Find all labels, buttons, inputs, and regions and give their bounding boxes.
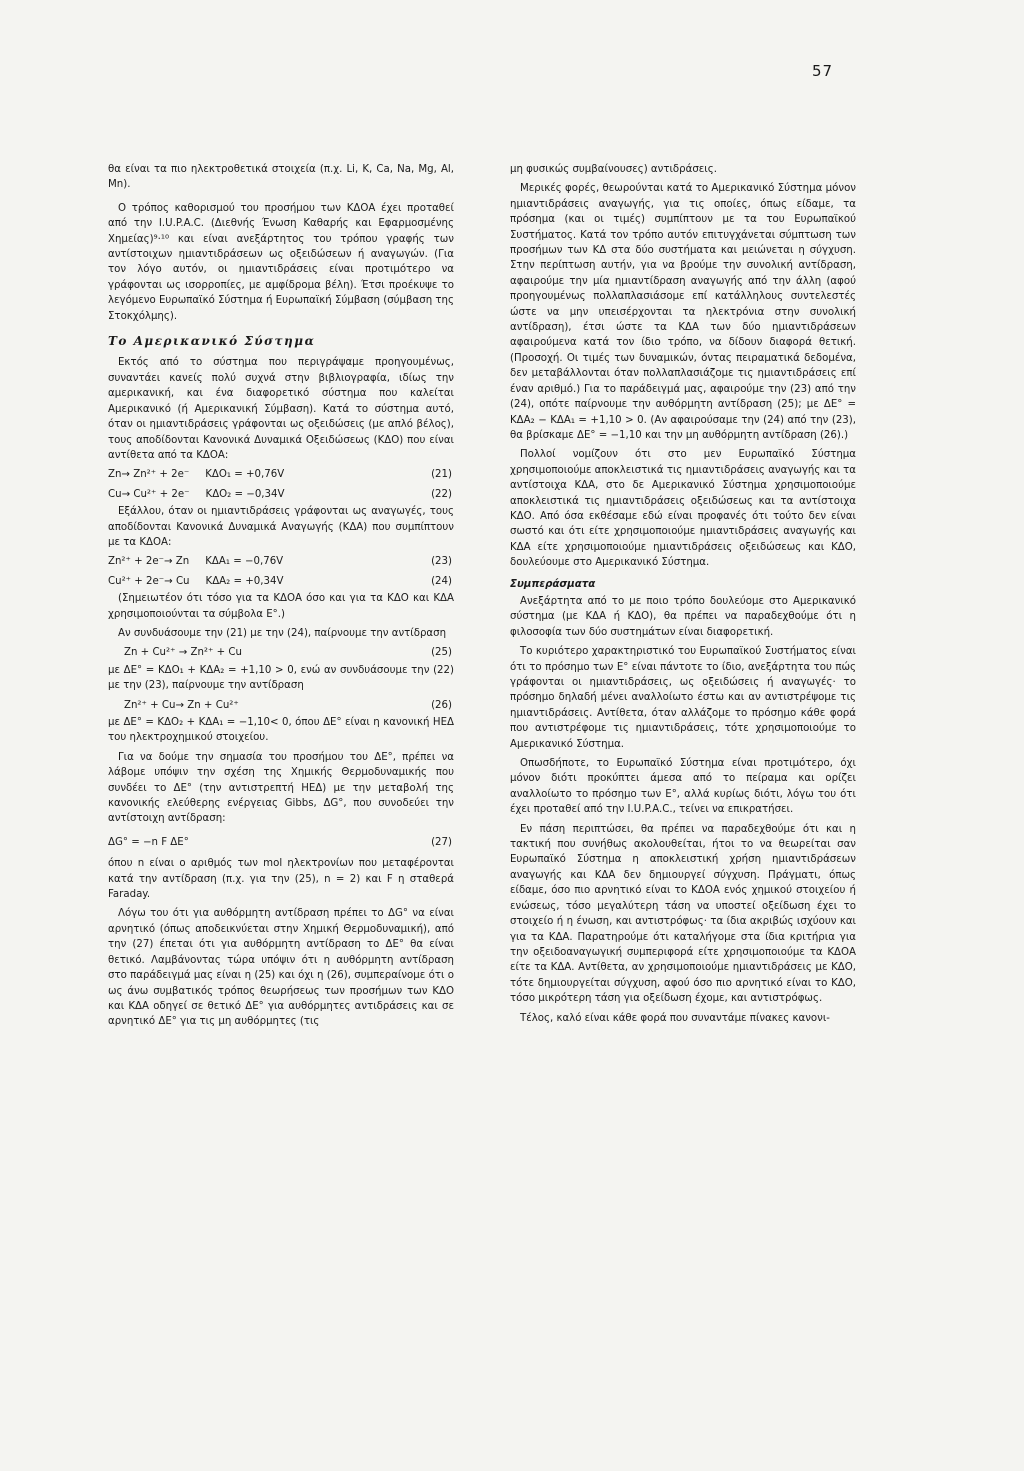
equation-number: (26) [431,699,452,711]
paragraph: Ο τρόπος καθορισμού του προσήμου των ΚΔΟΑ έχει προταθεί από την I.U.P.A.C. (Διεθνής Ένωση Καθαρής και Εφαρμοσμένης Χημείας)⁹·¹⁰ και είναι ανεξάρτητος του τρόπου γραφής των αντίστοιχων ημιαντιδράσεων ως οξειδώσεων ή αναγωγών. (Για τον λόγο αυτόν, οι ημιαντιδράσεις είναι προτιμότερο να γράφονται ως ισορροπίες, με αμφίδρομα βέλη). Έτσι προέκυψε το λεγόμενο Ευρωπαϊκό Σύστημα ή Ευρωπαϊκή Σύμβαση (σύμβαση της Στοκχόλμης). [108,202,454,322]
left-column [108,162,454,1034]
equation-number: (25) [431,647,452,659]
equation-27 [108,835,454,850]
paragraph: Το κυριότερο χαρακτηριστικό του Ευρωπαϊκού Συστήματος είναι ότι το πρόσημο των E° είναι πάντοτε το ίδιο, ανεξάρτητα του πώς γράφονται οι ημιαντιδράσεις, ως οξειδώσεις ή αναγωγές· το πρόσημο δηλαδή μένει αναλλοίωτο έστω και αν αντιστρέψομε τις ημιαντιδράσεις. Αντίθετα, όταν αλλάζομε το πρόσημο κάθε φορά που αντιστρέφομε τις ημιαντιδράσεις, τότε χρησιμοποιούμε το Αμερικανικό Σύστημα. [510,646,856,750]
page-number: 57 [812,62,834,80]
right-column [510,162,856,1030]
equation-24 [108,574,454,589]
equation-25 [108,645,454,660]
equation-26 [108,698,454,713]
section-heading-american-system: Το Αμερικανικό Σύστημα [108,334,316,349]
paragraph: Εξάλλου, όταν οι ημιαντιδράσεις γράφονται ως αναγωγές, τους αποδίδονται Κανονικά Δυναμικά Αναγωγής (ΚΔΑ) που συμπίπτουν με τα ΚΔΟΑ: [108,506,454,548]
paragraph: (Σημειωτέον ότι τόσο για τα ΚΔΟΑ όσο και για τα ΚΔΟ και ΚΔΑ χρησιμοποιούνται τα σύμβολα E°.) [108,593,454,620]
paragraph: Πολλοί νομίζουν ότι στο μεν Ευρωπαϊκό Σύστημα χρησιμοποιούμε αποκλειστικά τις ημιαντιδράσεις αναγωγής και τα αντίστοιχα ΚΔΑ, στο δε Αμερικανικό Σύστημα χρησιμοποιούμε αποκλειστικά τις ημιαντιδράσεις οξειδώσεως και τα αντίστοιχα ΚΔΟ. Από όσα εκθέσαμε εδώ είναι προφανές ότι τούτο δεν είναι σωστό και ότι είτε χρησιμοποιούμε ημιαντιδράσεις αναγωγής και ΚΔΑ είτε χρησιμοποιούμε ημιαντιδράσεις οξειδώσεως και ΚΔΟ, δουλεύουμε στο Αμερικανικό Σύστημα. [510,449,856,569]
paragraph: Λόγω του ότι για αυθόρμητη αντίδραση πρέπει το ΔG° να είναι αρνητικό (όπως αποδεικνύεται στην Χημική Θερμοδυναμική), από την (27) έπεται ότι για αυθόρμητη αντίδραση το ΔE° θα είναι θετικό. Λαμβάνοντας τώρα υπόψιν ότι η αυθόρμητη αντίδραση στο παράδειγμά μας είναι η (25) και όχι η (26), συμπεραίνομε ότι ο ως άνω συμβατικός τρόπος θεωρήσεως των προσήμων των ΚΔΟ και ΚΔΑ οδηγεί σε θετικό ΔE° για αυθόρμητες αντιδράσεις και σε αρνητικό ΔE° για τις μη αυθόρμητες (τις [108,908,454,1028]
paragraph: Τέλος, καλό είναι κάθε φορά που συναντάμε πίνακες κανονι- [520,1012,830,1024]
paragraph: Μερικές φορές, θεωρούνται κατά το Αμερικανικό Σύστημα μόνον ημιαντιδράσεις αναγωγής, για τις οποίες, όπως είδαμε, τα πρόσημα (και οι τιμές) συμπίπτουν με τα του Ευρωπαϊκού Συστήματος. Κατά τον τρόπο αυτόν επιτυγχάνεται σύμπτωση των προσήμων των ΚΔ στα δύο συστήματα και μειώνεται η σύγχυση. Στην περίπτωση αυτήν, για να βρούμε την συνολική αντίδραση, αφαιρούμε την μία ημιαντίδραση αναγωγής από την άλλη (αφού προηγουμένως πολλαπλασιάσομε επί κατάλληλους συντελεστές ώστε να μην υπεισέρχονται τα ηλεκτρόνια στην συνολική αντίδραση), έτσι ώστε τα ΚΔΑ των δύο ημιαντιδράσεων αφαιρούμενα κατά τον ίδιο τρόπο, να δίδουν διαφορά θετική. (Προσοχή. Οι τιμές των δυναμικών, όντας πειραματικά δεδομένα, δεν μεταβάλλονται όταν πολλαπλασιάζομε τις ημιαντιδράσεις επί έναν αριθμό.) Για το παράδειγμά μας, αφαιρούμε την (23) από την (24), οπότε παίρνουμε την αυθόρμητη αντίδραση (25); με ΔE° = ΚΔΑ₂ − ΚΔΑ₁ = +1,10 > 0. (Αν αφαιρούσαμε την (24) από την (23), θα βρίσκαμε ΔE° = −1,10 και την μη αυθόρμητη αντίδραση (26).) [510,183,856,441]
equation-lhs: Cu²⁺ + 2e⁻→ Cu [108,575,190,587]
section-heading-conclusions: Συμπεράσματα [510,578,596,590]
equation-reaction: Zn + Cu²⁺ → Zn²⁺ + Cu [124,647,242,659]
equation-number: (21) [431,469,452,481]
paragraph: Ανεξάρτητα από το με ποιο τρόπο δουλεύομε στο Αμερικανικό σύστημα (με ΚΔΑ ή ΚΔΟ), θα πρέπει να παραδεχθούμε ότι η φιλοσοφία των δύο συστημάτων είναι διαφορετική. [510,595,856,638]
equation-number: (23) [431,556,452,568]
equation-lhs: ΔG° = −n F ΔE° [108,836,189,848]
equation-number: (27) [431,836,452,848]
equation-lhs: Cu→ Cu²⁺ + 2e⁻ [108,488,190,500]
equation-potential: ΚΔΑ₁ = −0,76V [205,556,284,568]
paragraph: μη φυσικώς συμβαίνουσες) αντιδράσεις. [510,164,717,175]
equation-potential: ΚΔΑ₂ = +0,34V [205,575,284,587]
equation-potential: ΚΔΟ₁ = +0,76V [205,469,285,481]
paragraph: Για να δούμε την σημασία του προσήμου του ΔE°, πρέπει να λάβομε υπόψιν την σχέση της Χημικής Θερμοδυναμικής που συνδέει το ΔE° (την αντιστρεπτή ΗΕΔ) με την μεταβολή της κανονικής ελεύθερης ενέργειας Gibbs, ΔG°, που συνοδεύει την αντίστοιχη αντίδραση: [108,751,454,825]
equation-reaction: Zn²⁺ + Cu→ Zn + Cu²⁺ [124,699,239,711]
equation-23 [108,554,454,569]
paragraph: όπου n είναι ο αριθμός των mol ηλεκτρονίων που μεταφέρονται κατά την αντίδραση (π.χ. για την (25), n = 2) και F η σταθερά Faraday. [108,858,454,901]
equation-lhs: Zn→ Zn²⁺ + 2e⁻ [108,469,190,481]
paragraph: Εν πάση περιπτώσει, θα πρέπει να παραδεχθούμε ότι και η τακτική που συνήθως ακολουθείται, ήτοι το να θεωρείται σαν Ευρωπαϊκό Σύστημα η αποκλειστική χρήση ημιαντιδράσεων αναγωγής και ΚΔΑ δεν δημιουργεί σύγχυση. Πράγματι, όπως είδαμε, όσο πιο αρνητικό είναι το ΚΔΟΑ ενός χημικού στοιχείου ή ενώσεως, τόσο μεγαλύτερη τάση να υποστεί οξείδωση έχει το στοιχείο ή η ένωση, και αντιστρόφως· τα ίδια ακριβώς ισχύουν και για τα ΚΔΑ. Παρατηρούμε ότι καταλήγομε στα ίδια κριτήρια για την οξειδοαναγωγική συμπεριφορά είτε χρησιμοποιούμε τα ΚΔΟΑ είτε τα ΚΔΑ. Αντίθετα, αν χρησιμοποιούμε ημιαντιδράσεις με ΚΔΟ, τότε δημιουργείται σύγχυση, αφού όσο πιο αρνητικό είναι το ΚΔΟ, τόσο μικρότερη τάση για οξείδωση έχομε, και αντιστρόφως. [510,823,856,1005]
equation-number: (22) [431,488,452,500]
equation-lhs: Zn²⁺ + 2e⁻→ Zn [108,556,190,568]
paragraph: θα είναι τα πιο ηλεκτροθετικά στοιχεία (π.χ. Li, K, Ca, Na, Mg, Al, Mn). [108,164,454,191]
paragraph: Εκτός από το σύστημα που περιγράψαμε προηγουμένως, συναντάει κανείς πολύ συχνά στην βιβλιογραφία, ιδίως την αμερικανική, και ένα διαφορετικό σύστημα που καλείται Αμερικανικό (ή Αμερικανική Σύμβαση). Κατά το σύστημα αυτό, όταν οι ημιαντιδράσεις γράφονται ως οξειδώσεις (με απλό βέλος), τους αποδίδονται Κανονικά Δυναμικά Οξειδώσεως (ΚΔΟ) που είναι αντίθετα από τα ΚΔΟΑ: [108,357,454,461]
paragraph: Οπωσδήποτε, το Ευρωπαϊκό Σύστημα είναι προτιμότερο, όχι μόνον διότι προκύπτει άμεσα από το πείραμα και ορίζει αναλλοίωτο το πρόσημο των E°, αλλά κυρίως διότι, λόγω του ότι έχει προταθεί από την I.U.P.A.C., τείνει να επικρατήσει. [510,758,856,816]
paragraph: Αν συνδυάσουμε την (21) με την (24), παίρνουμε την αντίδραση [118,627,447,639]
equation-21 [108,467,454,482]
equation-22 [108,487,454,502]
paragraph: με ΔE° = ΚΔΟ₂ + ΚΔΑ₁ = −1,10< 0, όπου ΔE° είναι η κανονική ΗΕΔ του ηλεκτροχημικού στοιχείου. [108,717,454,744]
equation-potential: ΚΔΟ₂ = −0,34V [205,488,285,500]
paragraph: με ΔE° = ΚΔΟ₁ + ΚΔΑ₂ = +1,10 > 0, ενώ αν συνδυάσουμε την (22) με την (23), παίρνουμε την αντίδραση [108,664,454,692]
equation-number: (24) [431,575,452,587]
